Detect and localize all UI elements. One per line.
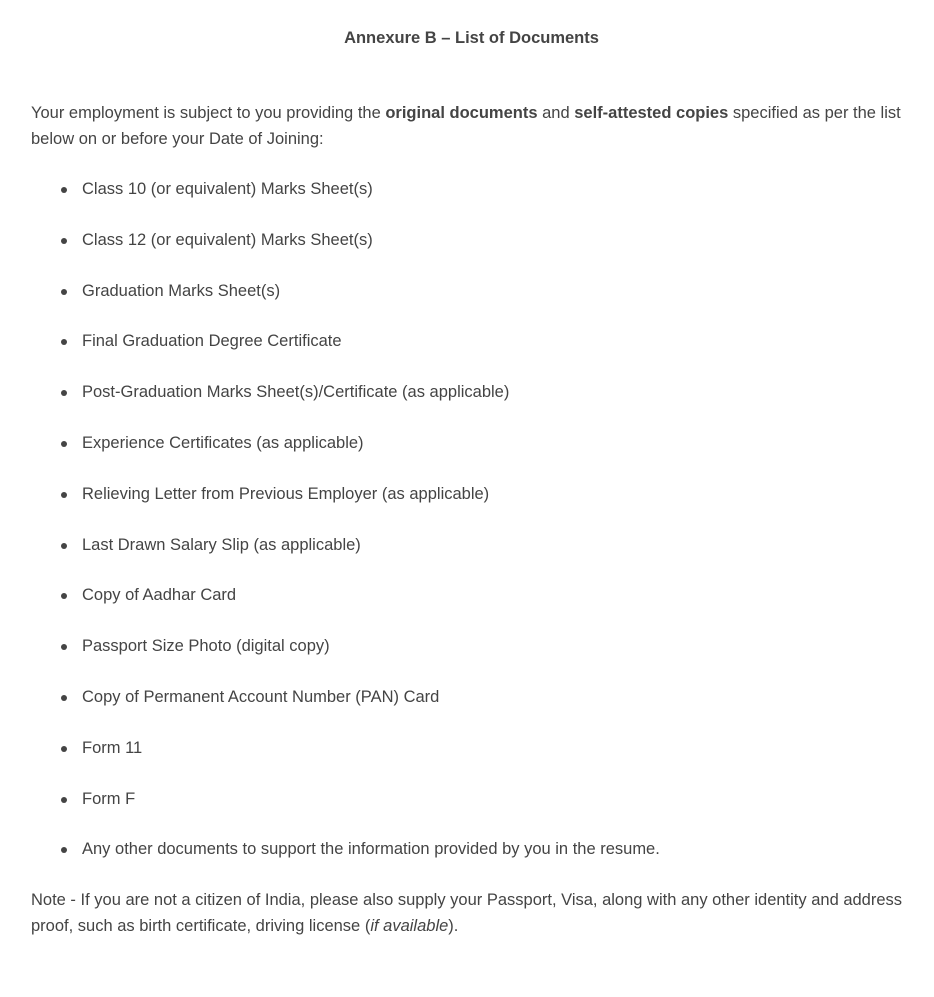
intro-text-2: and: [537, 104, 575, 122]
bullet-icon: [61, 492, 67, 498]
list-item-text: Final Graduation Degree Certificate: [82, 332, 342, 351]
list-item-text: Post-Graduation Marks Sheet(s)/Certificate (as applicable): [82, 383, 510, 402]
list-item-text: Last Drawn Salary Slip (as applicable): [82, 535, 361, 554]
list-item-text: Graduation Marks Sheet(s): [82, 281, 281, 300]
bullet-icon: [61, 390, 67, 396]
list-item: [82, 583, 660, 634]
intro-text-3: specified as per the list below on or before your Date of Joining:: [31, 104, 901, 148]
note-text-1: Note - If you are not a citizen of India, please also supply your Passport, Visa, along with any other identity and address proof, such as birth certificate, driving license (: [31, 891, 903, 935]
document-list: [82, 177, 660, 888]
bullet-icon: [61, 543, 67, 549]
list-item: [82, 228, 660, 279]
bullet-icon: [61, 644, 67, 650]
list-item: [82, 482, 660, 533]
list-item-text: Form F: [82, 789, 136, 808]
list-item: [82, 634, 660, 685]
list-item: [82, 533, 660, 584]
list-item: [82, 177, 660, 228]
list-item: [82, 380, 660, 431]
list-item: [82, 279, 660, 330]
list-item: [82, 685, 660, 736]
list-item-text: Copy of Permanent Account Number (PAN) Card: [82, 687, 440, 706]
bullet-icon: [61, 187, 67, 193]
list-item: [82, 736, 660, 787]
list-item-text: Any other documents to support the information provided by you in the resume.: [82, 840, 660, 859]
bullet-icon: [61, 289, 67, 295]
bullet-icon: [61, 746, 67, 752]
bullet-icon: [61, 593, 67, 599]
list-item: [82, 431, 660, 482]
bullet-icon: [61, 695, 67, 701]
document-title: Annexure B – List of Documents: [344, 29, 599, 47]
bullet-icon: [61, 238, 67, 244]
note-italic-if-available: if available: [370, 917, 449, 935]
bullet-icon: [61, 797, 67, 803]
intro-bold-self-attested-copies: self-attested copies: [574, 104, 729, 122]
note-text-2: ).: [448, 917, 459, 935]
bullet-icon: [61, 847, 67, 853]
list-item-text: Experience Certificates (as applicable): [82, 433, 364, 452]
list-item-text: Copy of Aadhar Card: [82, 586, 237, 605]
list-item-text: Passport Size Photo (digital copy): [82, 637, 330, 656]
list-item: [82, 837, 660, 888]
list-item: [82, 329, 660, 380]
intro-bold-original-documents: original documents: [385, 104, 538, 122]
bullet-icon: [61, 441, 67, 447]
note-paragraph: [31, 887, 911, 939]
intro-paragraph: [31, 101, 911, 152]
list-item-text: Relieving Letter from Previous Employer (as applicable): [82, 484, 490, 503]
list-item-text: Form 11: [82, 738, 143, 757]
list-item: [82, 787, 660, 838]
intro-text-1: Your employment is subject to you providing the: [31, 104, 386, 122]
list-item-text: Class 10 (or equivalent) Marks Sheet(s): [82, 180, 373, 198]
list-item-text: Class 12 (or equivalent) Marks Sheet(s): [82, 230, 373, 249]
bullet-icon: [61, 339, 67, 345]
